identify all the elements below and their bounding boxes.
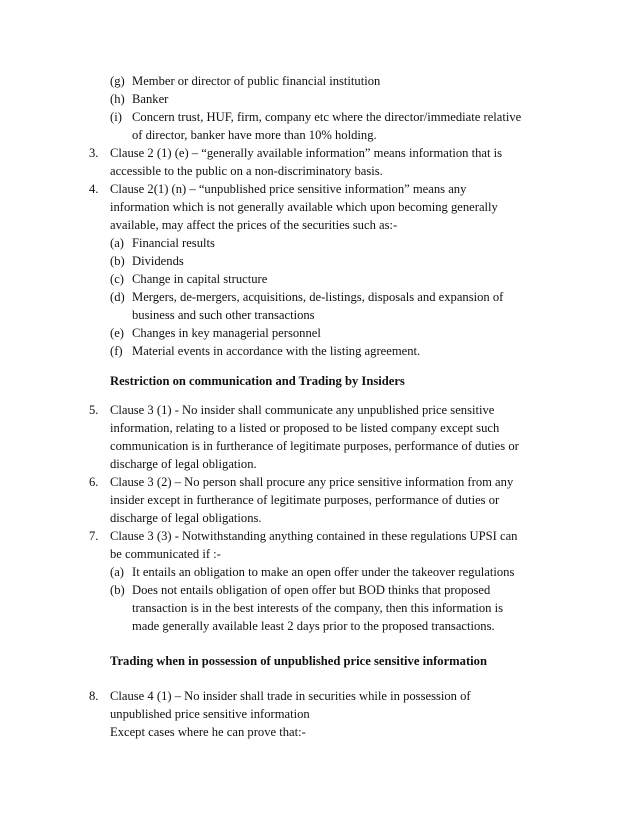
list-marker: (b): [110, 254, 125, 268]
subitem-text: Financial results: [132, 236, 215, 250]
item-5-continued: communication is in furtherance of legitimate purposes, performance of duties or: [110, 439, 519, 453]
list-marker: (c): [110, 272, 124, 286]
subitem-text: It entails an obligation to make an open offer under the takeover regulations: [132, 565, 515, 579]
list-item-6: [89, 474, 513, 491]
subitem-d: [110, 289, 503, 306]
subitem-text: Change in capital structure: [132, 272, 268, 286]
subitem-e: [110, 325, 321, 342]
item-text: Clause 3 (1) - No insider shall communicate any unpublished price sensitive: [110, 403, 495, 417]
subitem-b: [110, 253, 184, 270]
list-item-5: [89, 402, 494, 419]
item-text: Clause 2(1) (n) – “unpublished price sensitive information” means any: [110, 182, 467, 196]
subitem-text: Does not entails obligation of open offer but BOD thinks that proposed: [132, 583, 491, 597]
list-marker: (b): [110, 583, 125, 597]
item-6-continued: insider except in furtherance of legitimate purposes, performance of duties or: [110, 493, 500, 507]
item-text: Clause 3 (2) – No person shall procure any price sensitive information from any: [110, 475, 514, 489]
definition-g: [110, 73, 380, 90]
item-4-continued: available, may affect the prices of the securities such as:-: [110, 218, 398, 232]
item-text: Clause 4 (1) – No insider shall trade in securities while in possession of: [110, 689, 471, 703]
list-marker: (e): [110, 326, 124, 340]
subitem-text: Material events in accordance with the listing agreement.: [132, 344, 421, 358]
subitem-text: Mergers, de-mergers, acquisitions, de-listings, disposals and expansion of: [132, 290, 504, 304]
subitem-b-continued: transaction is in the best interests of the company, then this information is: [132, 601, 503, 615]
list-item-8: [89, 688, 471, 705]
subitem-text: Dividends: [132, 254, 184, 268]
subitem-f: [110, 343, 420, 360]
item-number: 6.: [89, 475, 99, 489]
item-8-continued: unpublished price sensitive information: [110, 707, 310, 721]
item-number: 8.: [89, 689, 99, 703]
list-marker: (a): [110, 236, 124, 250]
list-marker: (d): [110, 290, 125, 304]
item-number: 5.: [89, 403, 99, 417]
list-marker: (f): [110, 344, 123, 358]
item-number: 3.: [89, 146, 99, 160]
list-item-7: [89, 528, 517, 545]
definition-text: Concern trust, HUF, firm, company etc where the director/immediate relative: [132, 110, 522, 124]
item-number: 4.: [89, 182, 99, 196]
list-marker: (h): [110, 92, 125, 106]
item-5-continued: information, relating to a listed or proposed to be listed company except such: [110, 421, 500, 435]
definition-i: [110, 109, 521, 126]
subitem-c: [110, 271, 267, 288]
definition-h: [110, 91, 168, 108]
item-4-continued: information which is not generally available which upon becoming generally: [110, 200, 498, 214]
list-marker: (g): [110, 74, 125, 88]
item-text: Clause 2 (1) (e) – “generally available information” means information that is: [110, 146, 503, 160]
definition-text: Member or director of public financial institution: [132, 74, 381, 88]
definition-text: Banker: [132, 92, 169, 106]
subitem-a: [110, 564, 514, 581]
item-6-continued: discharge of legal obligations.: [110, 511, 262, 525]
item-8-continued: Except cases where he can prove that:-: [110, 725, 306, 739]
item-3-continued: accessible to the public on a non-discriminatory basis.: [110, 164, 383, 178]
section-heading: Restriction on communication and Trading by Insiders: [110, 374, 405, 388]
list-item-4: [89, 181, 466, 198]
subitem-b: [110, 582, 490, 599]
list-marker: (a): [110, 565, 124, 579]
item-text: Clause 3 (3) - Notwithstanding anything contained in these regulations UPSI can: [110, 529, 518, 543]
definition-i-continued: of director, banker have more than 10% holding.: [132, 128, 377, 142]
list-marker: (i): [110, 110, 122, 124]
item-7-continued: be communicated if :-: [110, 547, 221, 561]
subitem-a: [110, 235, 215, 252]
item-5-continued: discharge of legal obligation.: [110, 457, 257, 471]
item-number: 7.: [89, 529, 99, 543]
subitem-text: Changes in key managerial personnel: [132, 326, 321, 340]
subitem-b-continued: made generally available least 2 days prior to the proposed transactions.: [132, 619, 495, 633]
section-heading: Trading when in possession of unpublished price sensitive information: [110, 654, 487, 668]
subitem-d-continued: business and such other transactions: [132, 308, 315, 322]
list-item-3: [89, 145, 502, 162]
